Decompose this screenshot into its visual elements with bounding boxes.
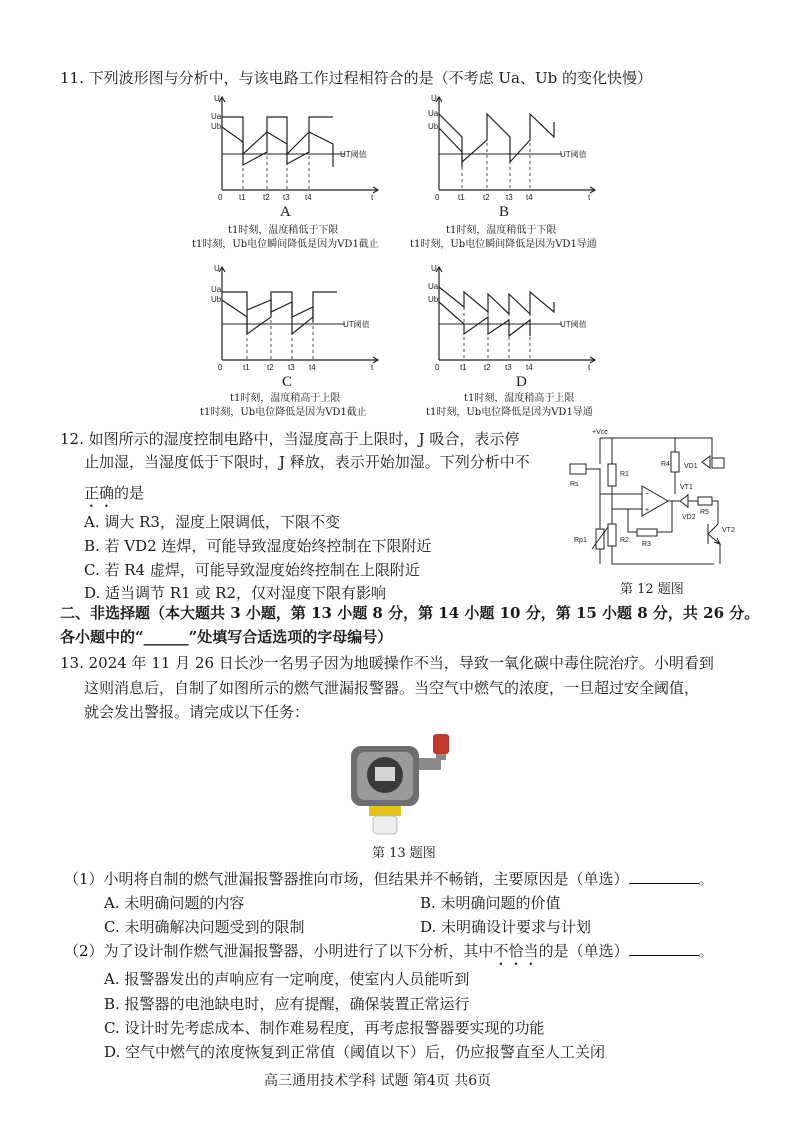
- ub-label: Ub: [428, 122, 439, 131]
- chart-a-note-1: t1时刻，温度稍低于下限: [228, 225, 339, 236]
- q13-sub1-stem: （1）小明将自制的燃气泄漏报警器推向市场，但结果并不畅销，主要原因是（单选） 。: [64, 870, 714, 888]
- q13-sub2-stem: （2）为了设计制作燃气泄漏报警器，小明进行了以下分析，其中不恰当的是（单选） 。: [64, 942, 714, 960]
- q12-option-b: B. 若 VD2 连焊，可能导致湿度始终控制在下限附近: [84, 537, 432, 555]
- r1-resistor: [608, 464, 616, 486]
- ua-label: Ua: [428, 282, 439, 291]
- t2-label: t2: [263, 193, 270, 202]
- r1-label: R1: [620, 471, 629, 478]
- q12-stem-tail: 的是: [114, 484, 145, 502]
- origin-label: 0: [218, 363, 223, 372]
- r5-label: R5: [700, 509, 709, 516]
- answer-blank[interactable]: [629, 941, 699, 956]
- vt1-label: VT1: [680, 484, 693, 491]
- q13-stem-line1: 13. 2024 年 11 月 26 日长沙一名男子因为地暖操作不当，导致一氧化碳中毒住院治疗。小明看到: [60, 654, 714, 672]
- t3-label: t3: [288, 363, 295, 372]
- q13-sub1-option-b: B. 未明确问题的价值: [420, 894, 561, 912]
- t1-label: t1: [458, 193, 465, 202]
- waveform-chart-a: [195, 92, 385, 204]
- chart-b-note-1: t1时刻，温度稍低于下限: [446, 225, 557, 236]
- q13-sub1-option-a: A. 未明确问题的内容: [104, 894, 245, 912]
- ua-label: Ua: [211, 285, 222, 294]
- rs-label: Rs: [570, 481, 579, 488]
- axes: [222, 98, 377, 190]
- q13-sub1-option-c: C. 未明确解决问题受到的限制: [104, 918, 305, 936]
- ua-label: Ua: [428, 109, 439, 118]
- t2-label: t2: [483, 193, 490, 202]
- rs-sensor: [570, 464, 586, 474]
- section2-heading-line2: 各小题中的“______”处填写合适选项的字母编号）: [60, 628, 393, 646]
- t2-label: t2: [267, 363, 274, 372]
- q12-option-d: D. 适当调节 R1 或 R2，仅对湿度下限有影响: [84, 584, 387, 602]
- vt2-transistor: [708, 524, 720, 564]
- q12-emphasis: 正确: [84, 484, 115, 502]
- ub-trace: [222, 127, 333, 167]
- q13-stem-line3: 就会发出警报。请完成以下任务：: [84, 703, 310, 721]
- r2-label: R2: [620, 537, 629, 544]
- r3-label: R3: [642, 541, 651, 548]
- t2-label: t2: [484, 363, 491, 372]
- ub-label: Ub: [428, 295, 439, 304]
- axis-t-label: t: [371, 363, 374, 372]
- r2-resistor: [608, 524, 616, 546]
- axis-u-label: U: [214, 264, 220, 273]
- t4-label: t4: [526, 193, 533, 202]
- q12-option-a: A. 调大 R3，湿度上限调低，下限不变: [84, 513, 340, 531]
- q13-sub2-option-b: B. 报警器的电池缺电时，应有提醒，确保装置正常运行: [104, 995, 470, 1013]
- q13-sub2-emphasis: 不恰当: [493, 942, 539, 960]
- relay-j: [712, 458, 724, 468]
- ub-label: Ub: [211, 122, 222, 131]
- q12-figure-caption: 第 12 题图: [620, 582, 684, 597]
- origin-label: 0: [218, 193, 223, 202]
- q13-sub1-option-d: D. 未明确设计要求与计划: [420, 918, 592, 936]
- t4-label: t4: [305, 193, 312, 202]
- q13-sub2-option-a: A. 报警器发出的声响应有一定响度，使室内人员能听到: [104, 970, 470, 988]
- ut-threshold-label: UT阈值: [560, 150, 587, 159]
- q12-option-c: C. 若 R4 虚焊，可能导致湿度始终控制在上限附近: [84, 561, 420, 579]
- t1-label: t1: [239, 193, 246, 202]
- rp1-label: Rp1: [574, 537, 587, 544]
- t1-label: t1: [460, 363, 467, 372]
- vcc-label: +Vcc: [592, 429, 608, 436]
- vd2-diode: [680, 495, 688, 507]
- vd1-diode: [702, 456, 710, 468]
- t1-label: t1: [243, 363, 250, 372]
- t4-label: t4: [526, 363, 533, 372]
- ua-label: Ua: [211, 112, 222, 121]
- ut-threshold-label: UT阈值: [343, 320, 370, 329]
- r4-label: R4: [661, 461, 670, 468]
- answer-blank[interactable]: [629, 869, 699, 884]
- chart-c-note-1: t1时刻，温度稍高于上限: [230, 393, 341, 404]
- waveform-chart-b: [412, 92, 602, 204]
- q12-stem-line1: 12. 如图所示的湿度控制电路中，当湿度高于上限时，J 吸合，表示停: [60, 430, 520, 448]
- ut-threshold-label: UT阈值: [560, 320, 587, 329]
- axis-u-label: U: [214, 94, 220, 103]
- origin-label: 0: [435, 363, 440, 372]
- q13-sub2-option-c: C. 设计时先考虑成本、制作难易程度，再考虑报警器要实现的功能: [104, 1019, 545, 1037]
- chart-a-note-2: t1时刻，Ub电位瞬间降低是因为VD1截止: [192, 239, 379, 250]
- chart-b-note-2: t1时刻，Ub电位瞬间降低是因为VD1导通: [410, 239, 597, 250]
- q13-figure-caption: 第 13 题图: [372, 846, 436, 861]
- axis-u-label: U: [431, 264, 437, 273]
- q11-stem: 11. 下列波形图与分析中，与该电路工作过程相符合的是（不考虑 Ua、Ub 的变化快慢）: [60, 69, 652, 87]
- t3-label: t3: [505, 363, 512, 372]
- axis-t-label: t: [371, 193, 374, 202]
- chart-d-note-2: t1时刻，Ub电位降低是因为VD1导通: [426, 407, 593, 418]
- axis-t-label: t: [588, 363, 591, 372]
- axis-t-label: t: [588, 193, 591, 202]
- q13-sub2-option-d: D. 空气中燃气的浓度恢复到正常值（阈值以下）后，仍应报警直至人工关闭: [104, 1043, 606, 1061]
- q13-stem-line2: 这则消息后，自制了如图所示的燃气泄漏报警器。当空气中燃气的浓度，一旦超过安全阈值，: [84, 679, 700, 697]
- plus-label: +: [645, 507, 650, 514]
- humidity-circuit-diagram: [562, 424, 742, 574]
- vd2-label: VD2: [682, 514, 696, 521]
- vt2-label: VT2: [722, 527, 735, 534]
- vcc-rail: [600, 438, 712, 464]
- ut-threshold-label: UT阈值: [340, 150, 367, 159]
- q12-stem-line3: [84, 482, 144, 511]
- section2-heading-line1: 二、非选择题（本大题共 3 小题，第 13 小题 8 分，第 14 小题 10 分，第 15 小题 8 分，共 26 分。: [60, 604, 760, 622]
- chart-c-note-2: t1时刻，Ub电位降低是因为VD1截止: [200, 407, 367, 418]
- gas-detector-image: [345, 730, 465, 838]
- chart-letter-b: B: [499, 204, 510, 220]
- vd1-label: VD1: [684, 463, 698, 470]
- t3-label: t3: [283, 193, 290, 202]
- t3-label: t3: [506, 193, 513, 202]
- chart-letter-a: A: [280, 204, 291, 220]
- r4-resistor: [671, 452, 679, 472]
- t4-label: t4: [309, 363, 316, 372]
- waveform-chart-d: [412, 262, 602, 374]
- rp1-resistor: [596, 529, 604, 549]
- origin-label: 0: [435, 193, 440, 202]
- r3-resistor: [637, 529, 657, 536]
- waveform-chart-c: [195, 262, 385, 374]
- chart-letter-d: D: [516, 374, 527, 390]
- minus-label: −: [645, 491, 650, 498]
- axis-u-label: U: [431, 94, 437, 103]
- r5-resistor: [698, 497, 712, 505]
- ub-label: Ub: [211, 295, 222, 304]
- chart-d-note-1: t1时刻，温度稍高于上限: [464, 393, 575, 404]
- chart-letter-c: C: [282, 374, 293, 390]
- page-footer: 高三通用技术学科 试题 第4页 共6页: [264, 1073, 492, 1089]
- q12-stem-line2: 止加湿，当湿度低于下限时，J 释放，表示开始加湿。下列分析中不: [84, 453, 530, 471]
